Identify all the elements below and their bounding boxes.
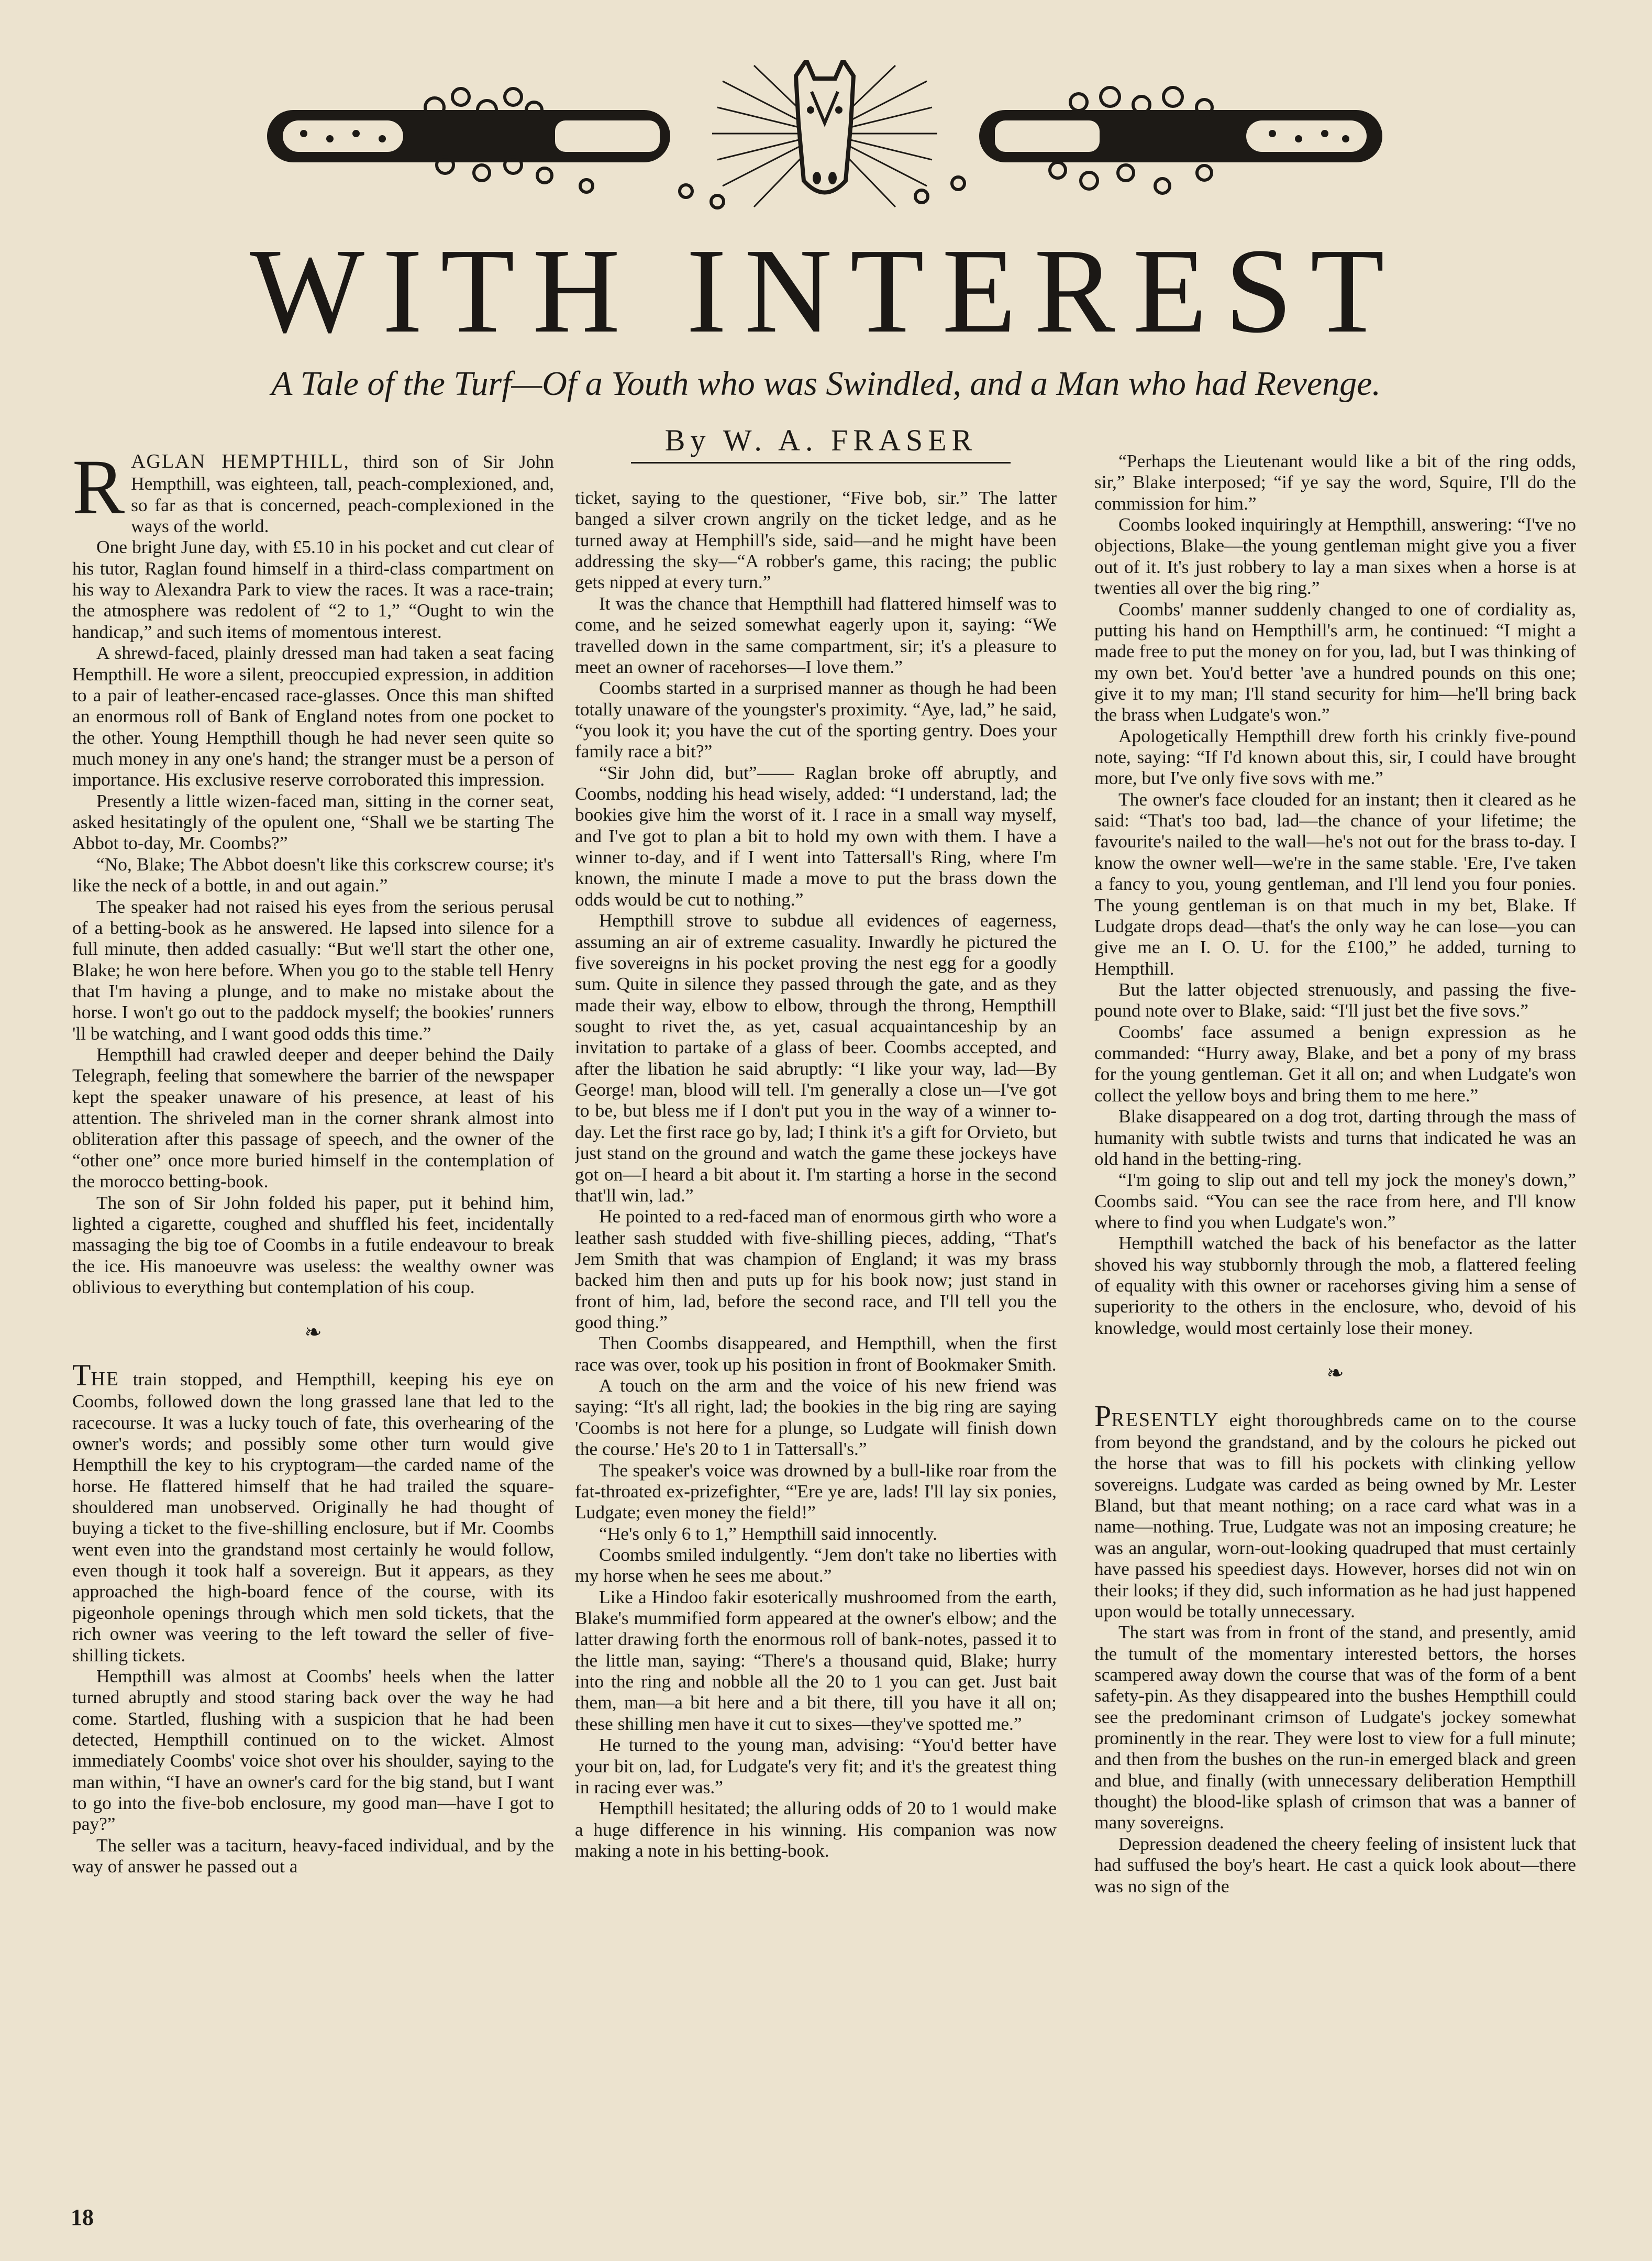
paragraph: ticket, saying to the questioner, “Five bob, sir.” The latter banged a silver crown angrily on the ticket ledge, and as he turned away at Hemphill's side, said—and he might have been addressing the sky—“A robber's game, this racing; the public gets nipped at every turn.” <box>575 487 1057 593</box>
paragraph: One bright June day, with £5.10 in his pocket and cut clear of his tutor, Raglan found himself in a third-class compartment on his way to Alexandra Park to view the races. It was a race-train; the atmosphere was redolent of “2 to 1,” “Ought to win the handicap,” and such items of momentous interest. <box>72 536 554 642</box>
paragraph: But the latter objected strenuously, and passing the five-pound note over to Blake, said: “I'll just bet the five sovs.” <box>1094 978 1576 1021</box>
article-subtitle: A Tale of the Turf—Of a Youth who was Swindled, and a Man who had Revenge. <box>271 365 1381 403</box>
page-number: 18 <box>71 2204 94 2230</box>
horse-head-horseshoe-banner-icon <box>262 60 1388 212</box>
paragraph: Hempthill strove to subdue all evidences of eagerness, assuming an air of extreme casuality. Inwardly he pictured the five sovereigns in his pocket proving the nest egg for a goodly sum. Quite in silence they passed through the gate, and as they made their way, elbow to elbow, through the throng, Hempthill sought to rivet the, as yet, casual acquaintanceship by an invitation to partake of a glass of beer. Coombs accepted, and after the libation he said abruptly: “I like your way, lad—By George! man, blood will tell. I'm generally a close un—I've got to be, but bless me if I don't put you in the way of a winner to-day. Let the first race go by, lad; I think it's a gift for Orvieto, but just stand on the ground and watch the game these jockeys have got on—I heard a bit about it. I'm starting a horse in the second that'll win, lad.” <box>575 910 1057 1206</box>
byline-rule <box>631 462 1011 464</box>
paragraph: A touch on the arm and the voice of his new friend was saying: “It's all right, lad; the bookies in the big ring are saying 'Coombs is not here for a plunge, so Ludgate will finish down the course.' He's 20 to 1 in Tattersall's.” <box>575 1375 1057 1460</box>
paragraph: It was the chance that Hempthill had flattered himself was to come, and he seized somewhat eagerly upon it, saying: “We travelled down in the same compartment, sir; it's a pleasure to meet an owner of racehorses—I love them.” <box>575 592 1057 677</box>
paragraph: Coombs started in a surprised manner as though he had been totally unaware of the youngster's proximity. “Aye, lad,” he said, “you look it; you have the cut of the sporting gentry. Does your family race a bit?” <box>575 677 1057 762</box>
article-title: WITH INTEREST <box>250 224 1402 358</box>
paragraph: The speaker's voice was drowned by a bull-like roar from the fat-throated ex-prizefighter, “'Ere ye are, lads! I'll lay six ponies, Ludgate; even money the field!” <box>575 1459 1057 1523</box>
paragraph: “Perhaps the Lieutenant would like a bit of the ring odds, sir,” Blake interposed; “if ye say the word, Squire, I'll do the commission for him.” <box>1094 450 1576 514</box>
paragraph: A shrewd-faced, plainly dressed man had taken a seat facing Hempthill. He wore a silent, preoccupied expression, in addition to a pair of leather-encased race-glasses. Once this man shifted an enormous roll of Bank of England notes from one pocket to the other. Young Hempthill though he had never seen quite so much money in any one's hand; the stranger must be a person of importance. His exclusive reserve corroborated this impression. <box>72 642 554 790</box>
paragraph: Hempthill was almost at Coombs' heels when the latter turned abruptly and stood staring back over the way he had come. Startled, flushing with a suspicion that he had been detected, Hempthill continued on to the wicket. Almost immediately Coombs' voice shot over his shoulder, saying to the man within, “I have an owner's card for the big stand, but I want to go into the five-bob enclosure, my good man—have I got to pay?” <box>72 1665 554 1835</box>
paragraph: Presently a little wizen-faced man, sitting in the corner seat, asked hesitatingly of the opulent one, “Shall we be starting The Abbot to-day, Mr. Coombs?” <box>72 790 554 854</box>
paragraph: Hempthill had crawled deeper and deeper behind the Daily Telegraph, feeling that somewhere the barrier of the newspaper kept the speaker unaware of his presence, at least of his attention. The shriveled man in the corner shrank almost into obliteration after this passage of speech, and the owner of the “other one” once more buried himself in the contemplation of the morocco betting-book. <box>72 1044 554 1192</box>
drop-cap: R <box>72 450 125 531</box>
paragraph: Coombs' face assumed a benign expression as he commanded: “Hurry away, Blake, and bet a pony of my brass for the young gentleman. Get it all on; and when Ludgate's won collect the yellow boys and bring them to me here.” <box>1094 1021 1576 1106</box>
paragraph: “He's only 6 to 1,” Hempthill said innocently. <box>599 1523 937 1544</box>
paragraph: “No, Blake; The Abbot doesn't like this corkscrew course; it's like the neck of a bottle, in and out again.” <box>72 853 554 896</box>
paragraph: The owner's face clouded for an instant; then it cleared as he said: “That's too bad, lad—the chance of your lifetime; the favourite's nailed to the wall—he's not out for the brass to-day. I know the owner well—we're in the same stable. 'Ere, I've taken a fancy to you, young gentleman, and I'll lend you four ponies. The young gentleman is on that much in my bet, Blake. If Ludgate drops dead—that's the only way he can lose—you can give me an I. O. U. for the £100,” he added, turning to Hempthill. <box>1094 788 1576 979</box>
paragraph: THE train stopped, and Hempthill, keeping his eye on Coombs, followed down the long grassed lane that led to the racecourse. It was a lucky touch of fate, this overhearing of the owner's words; and possibly some other turn would give Hempthill the key to his cryptogram—the carded name of the horse. He flattered himself that he had trailed the square-shouldered man unobserved. Originally he had thought of buying a ticket to the five-shilling enclosure, but if Mr. Coombs went even into the grandstand most certainly he would follow, even though it took half a sovereign. But it appears, as they approached the high-board fence of the course, with its pigeonhole openings through which men sold tickets, that the rich owner was veering to the left toward the seller of five-shilling tickets. <box>72 1358 554 1666</box>
paragraph: The seller was a taciturn, heavy-faced individual, and by the way of answer he passed out a <box>72 1834 554 1877</box>
paragraph: Coombs' manner suddenly changed to one of cordiality as, putting his hand on Hempthill's arm, he continued: “I might a made free to put the money on for you, lad, but I was thinking of my own bet. You'd better 'ave a hundred pounds on this one; give it to my man; I'll stand security for him—he'll bring back the brass when Ludgate's won.” <box>1094 598 1576 725</box>
paragraph: Then Coombs disappeared, and Hempthill, when the first race was over, took up his position in front of Bookmaker Smith. <box>575 1332 1057 1375</box>
paragraph: Coombs smiled indulgently. “Jem don't take no liberties with my horse when he sees me about.” <box>575 1543 1057 1586</box>
paragraph: Hempthill hesitated; the alluring odds of 20 to 1 would make a huge difference in his winning. His companion was now making a note in his betting-book. <box>575 1797 1057 1861</box>
paragraph: Blake disappeared on a dog trot, darting through the mass of humanity with subtle twists and turns that indicated he was an old hand in the betting-ring. <box>1094 1106 1576 1169</box>
article-column-2 <box>575 487 1057 2257</box>
paragraph: Like a Hindoo fakir esoterically mushroomed from the earth, Blake's mummified form appeared at the owner's elbow; and the latter drawing forth the enormous roll of bank-notes, passed it to the little man, saying: “There's a thousand quid, Blake; hurry into the ring and nobble all the 20 to 1 you can get. Just bait them, man—a bit here and a bit there, till you have it all on; these shilling men have it cut to sixes—they've spotted me.” <box>575 1586 1057 1734</box>
paragraph: The start was from in front of the stand, and presently, amid the tumult of the momentary interested bettors, the horses scampered away down the course that was of the form of a bent safety-pin. As they disappeared into the bushes Hempthill could see the predominant crimson of Ludgate's jockey somewhat prominently in the rear. They were lost to view for a full minute; and then from the bushes on the run-in emerged black and green and blue, and finally (with unnecessary deliberation Hempthill thought) the blood-like splash of crimson that was a banner of many sovereigns. <box>1094 1622 1576 1833</box>
paragraph: Depression deadened the cheery feeling of insistent luck that had suffused the boy's heart. He cast a quick look about—there was no sign of the <box>1094 1833 1576 1896</box>
paragraph: The son of Sir John folded his paper, put it behind him, lighted a cigarette, coughed and shuffled his feet, incidentally massaging the big toe of Coombs in a futile endeavour to break the ice. His manoeuvre was useless: the wealthy owner was oblivious to everything but contemplation of his coup. <box>72 1192 554 1297</box>
paragraph: Coombs looked inquiringly at Hempthill, answering: “I've no objections, Blake—the young gentleman might give you a fiver out of it. It's just robbery to lay a man sixes when a horse is at twenties all over the big ring.” <box>1094 514 1576 599</box>
leaf-ornament-icon: ❧ <box>304 1320 322 1344</box>
paragraph: Hempthill watched the back of his benefactor as the latter shoved his way stubbornly through the mob, a flattered feeling of equality with this owner or racehorses giving him a sense of superiority to the others in the enclosure, who, devoid of his knowledge, would most certainly lose their money. <box>1094 1232 1576 1338</box>
paragraph: PRESENTLY eight thoroughbreds came on to the course from beyond the grandstand, and by the colours he picked out the horse that was to fill his pockets with clinking yellow sovereigns. Ludgate was carded as being owned by Mr. Lester Bland, but that meant nothing; on a race card what was in a name—nothing. True, Ludgate was not an imposing creature; he was an angular, worn-out-looking quadruped that must certainly have passed his speediest days. However, horses did not win on their looks; if they did, such information as he had just happened upon would be totally unnecessary. <box>1094 1398 1576 1622</box>
paragraph: He turned to the young man, advising: “You'd better have your bit on, lad, for Ludgate's very fit; and it's the greatest thing in racing ever was.” <box>575 1734 1057 1797</box>
article-byline: By W. A. FRASER <box>664 423 978 457</box>
article-column-3 <box>1094 450 1576 2221</box>
paragraph: “Sir John did, but”—— Raglan broke off abruptly, and Coombs, nodding his head wisely, added: “I understand, lad; the bookies give him the worst of it. I race in a small way myself, and I've got to plan a bit to hold my own with them. I have a winner to-day, and if I went into Tattersall's Ring, where I'm known, the minute I made a move to put the brass down the odds would be cut to nothing.” <box>575 762 1057 910</box>
paragraph: Apologetically Hempthill drew forth his crinkly five-pound note, saying: “If I'd known about this, sir, I could have brought more, but I've only five sovs with me.” <box>1094 725 1576 789</box>
paragraph: RAGLAN HEMPTHILL, third son of Sir John Hempthill, was eighteen, tall, peach-complexioned, and, so far as that is concerned, peach-complexioned in the ways of the world. <box>72 450 554 537</box>
paragraph: “I'm going to slip out and tell my jock the money's down,” Coombs said. “You can see the race from here, and I'll know where to find you when Ludgate's won.” <box>1094 1169 1576 1232</box>
paragraph: He pointed to a red-faced man of enormous girth who wore a leather sash studded with five-shilling pieces, adding, “That's Jem Smith that was champion of England; it was my brass backed him then and puts up for his book now; just stand in front of him, lad, before the second race, and I'll tell you the good thing.” <box>575 1206 1057 1333</box>
leaf-ornament-icon: ❧ <box>1326 1361 1344 1385</box>
article-column-1 <box>72 450 554 2221</box>
paragraph: The speaker had not raised his eyes from the serious perusal of a betting-book as he answered. He lapsed into silence for a full minute, then added casually: “But we'll start the other one, Blake; he won here before. When you go to the stable tell Henry that I'm having a plunge, and to make no mistake about the horse. I won't go out to the paddock myself; the bookies' runners 'll be watching, and I want good odds this time.” <box>72 896 554 1044</box>
